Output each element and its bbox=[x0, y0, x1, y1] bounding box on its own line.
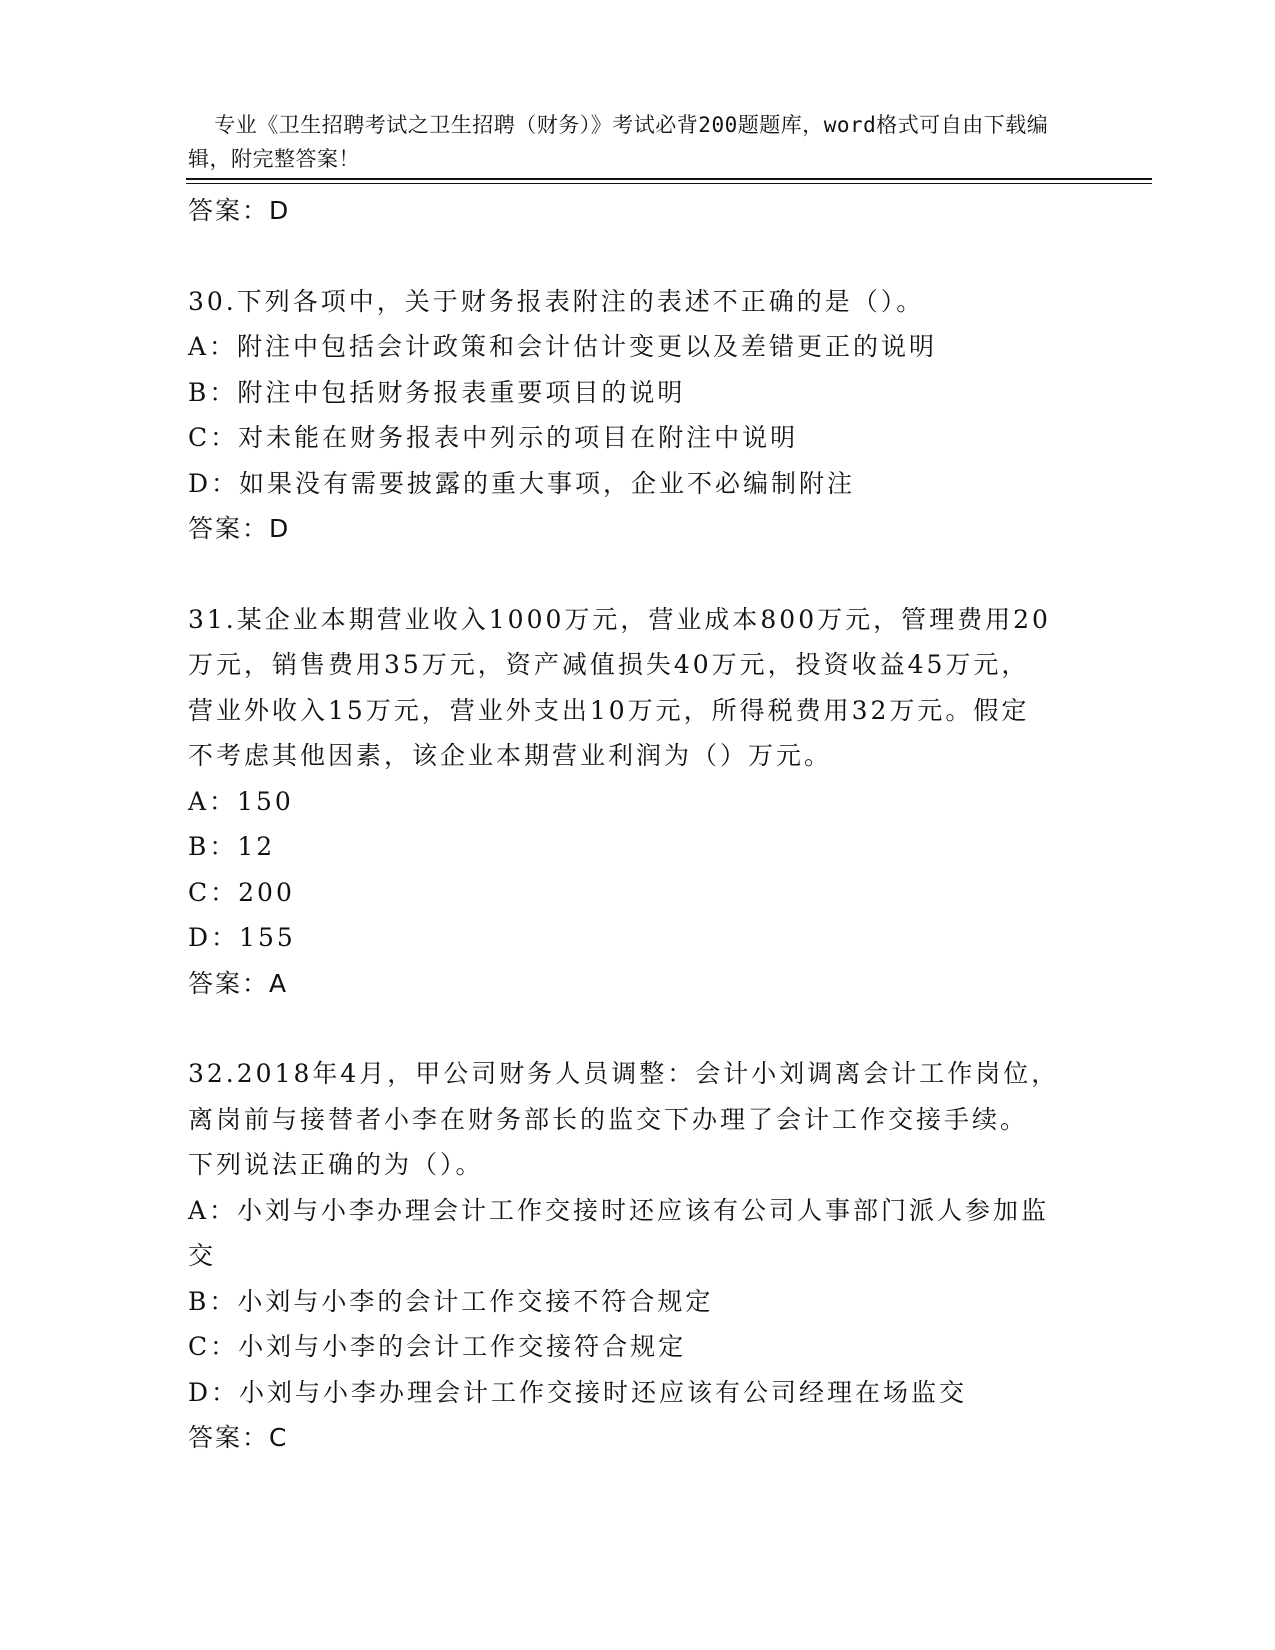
answer-option: B：小刘与小李的会计工作交接不符合规定 bbox=[188, 1286, 714, 1316]
answer-option: C：对未能在财务报表中列示的项目在附注中说明 bbox=[188, 423, 799, 452]
answer-key: 答案：D bbox=[188, 514, 291, 543]
question-stem-line: 32.2018年4月，甲公司财务人员调整：会计小刘调离会计工作岗位， bbox=[188, 1059, 1060, 1088]
answer-option: B：12 bbox=[188, 832, 276, 861]
question-stem-line: 离岗前与接替者小李在财务部长的监交下办理了会计工作交接手续。 bbox=[188, 1104, 1029, 1134]
answer-option: C：小刘与小李的会计工作交接符合规定 bbox=[188, 1332, 687, 1361]
previous-answer: 答案：D bbox=[188, 196, 291, 225]
answer-option: A：附注中包括会计政策和会计估计变更以及差错更正的说明 bbox=[188, 332, 938, 361]
question-stem-line: 30.下列各项中，关于财务报表附注的表述不正确的是（）。 bbox=[188, 286, 925, 316]
question-stem-line: 万元，销售费用35万元，资产减值损失40万元，投资收益45万元， bbox=[188, 650, 1030, 679]
answer-option: D：小刘与小李办理会计工作交接时还应该有公司经理在场监交 bbox=[188, 1377, 968, 1407]
document-header bbox=[188, 74, 1068, 176]
header-rule bbox=[186, 178, 1152, 180]
header-title: 专业《卫生招聘考试之卫生招聘（财务）》考试必背200题题库，word格式可自由下载编辑，附完整答案！ bbox=[188, 113, 1049, 171]
question-block bbox=[188, 1051, 1078, 1461]
question-spacer bbox=[188, 1006, 1078, 1051]
answer-option: D：如果没有需要披露的重大事项，企业不必编制附注 bbox=[188, 468, 856, 498]
question-stem-line: 不考虑其他因素，该企业本期营业利润为（）万元。 bbox=[188, 741, 833, 770]
answer-key: 答案：A bbox=[188, 968, 289, 998]
question-block bbox=[188, 279, 1078, 552]
question-list bbox=[188, 234, 1078, 1461]
question-stem-line: 营业外收入15万元，营业外支出10万元，所得税费用32万元。假定 bbox=[188, 695, 1030, 725]
question-stem-line: 31.某企业本期营业收入1000万元，营业成本800万元，管理费用20 bbox=[188, 604, 1051, 634]
answer-option: C：200 bbox=[188, 877, 295, 907]
question-stem-line: 下列说法正确的为（）。 bbox=[188, 1150, 484, 1179]
question-spacer bbox=[188, 234, 1078, 279]
answer-option: A：150 bbox=[188, 786, 294, 816]
question-spacer bbox=[188, 552, 1078, 597]
answer-option: D：155 bbox=[188, 923, 296, 952]
document-body bbox=[188, 188, 1078, 1461]
answer-key: 答案：C bbox=[188, 1423, 289, 1452]
header-rule-thin bbox=[186, 183, 1152, 184]
answer-option: B：附注中包括财务报表重要项目的说明 bbox=[188, 377, 686, 407]
answer-option: 交 bbox=[188, 1241, 217, 1270]
question-block bbox=[188, 597, 1078, 1007]
answer-option: A：小刘与小李办理会计工作交接时还应该有公司人事部门派人参加监 bbox=[188, 1195, 1050, 1225]
